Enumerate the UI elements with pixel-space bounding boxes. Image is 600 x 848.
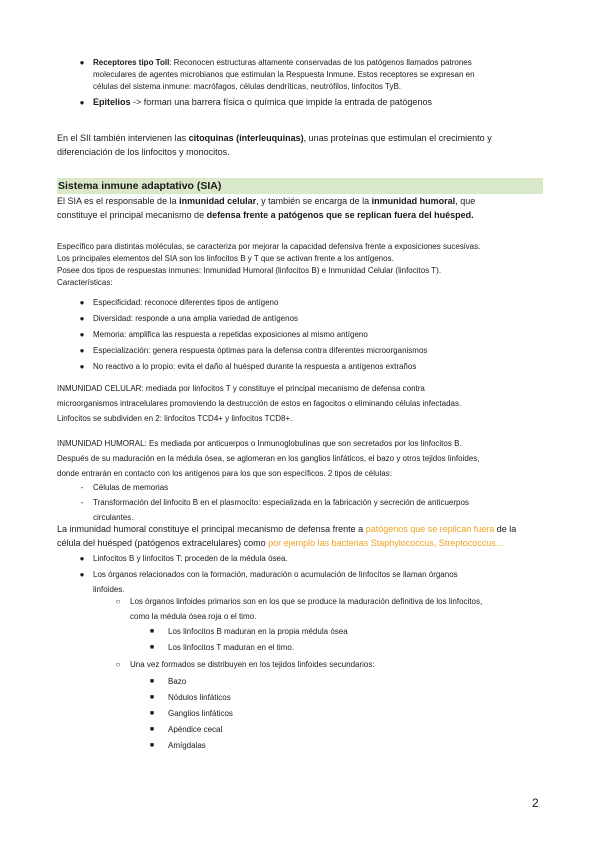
list-item-text: Nódulos linfáticos — [168, 693, 231, 702]
list-item-text: Linfocitos B y linfocitos T: proceden de la médula ósea. — [93, 554, 288, 563]
bullet-icon: ● — [79, 314, 85, 323]
list-item — [57, 482, 543, 494]
text-line: INMUNIDAD HUMORAL: Es mediada por anticuerpos o Inmunoglobulinas que son secretados por los linfocitos B. — [57, 439, 462, 448]
list-item-text: Los órganos linfoides primarios son en los que se produce la maduración definitiva de los linfocitos, — [130, 597, 483, 606]
list-item-text: Diversidad: responde a una amplia variedad de antígenos — [93, 314, 299, 323]
square-bullet-icon: ■ — [149, 644, 155, 651]
list-item — [57, 659, 543, 671]
text-run: , que — [455, 196, 476, 206]
text-run: En el SII también intervienen las — [57, 133, 189, 143]
secondary-organs — [57, 659, 543, 671]
list-item-text: Una vez formados se distribuyen en los tejidos linfoides secundarios: — [130, 660, 375, 669]
bullet-icon: ● — [79, 98, 85, 107]
list-item-text: como la médula ósea roja o el timo. — [130, 612, 257, 621]
cell-types-list — [57, 482, 543, 524]
term-bold: inmunidad humoral — [371, 196, 456, 206]
text-line: Características: — [57, 278, 113, 287]
term-bold: inmunidad celular — [179, 196, 257, 206]
list-item-text: Apéndice cecal — [168, 725, 223, 734]
sia-intro — [57, 195, 543, 222]
list-item-text: No reactivo a lo propio: evita el daño al huésped durante la respuesta a antígenos extraños — [93, 362, 417, 371]
page-number: 2 — [532, 796, 539, 810]
section-title: Sistema inmune adaptativo (SIA) — [58, 180, 222, 192]
list-item — [57, 329, 543, 341]
list-item-text: Ganglios linfáticos — [168, 709, 233, 718]
text-line: : Reconocen estructuras altamente conservadas de los patógenos llamados patrones — [169, 58, 472, 67]
text-line: INMUNIDAD CELULAR: mediada por linfocitos T y constituye el principal mecanismo de defensa contra — [57, 384, 425, 393]
square-bullet-icon: ■ — [149, 710, 155, 717]
circle-icon: ○ — [115, 660, 121, 669]
list-item-text: Células de memorias — [93, 483, 169, 492]
list-item-text: Especificidad: reconoce diferentes tipos de antígeno — [93, 298, 279, 307]
section-header — [57, 178, 543, 194]
text-line: -> forman una barrera física o química que impide la entrada de patógenos — [130, 97, 432, 107]
highlight-text: por ejemplo las bacterias Staphylococcus, Streptococcus… — [268, 537, 505, 548]
list-item — [57, 569, 543, 596]
text-run: constituye el principal mecanismo de — [57, 209, 207, 220]
list-item — [57, 676, 543, 688]
square-bullet-icon: ■ — [149, 742, 155, 749]
text-line: Específico para distintas moléculas, se caracteriza por mejorar la capacidad defensiva frente a exposiciones sucesivas. — [57, 242, 481, 251]
bullet-icon: ● — [79, 362, 85, 371]
text-line: moleculares de agentes microbianos que estimulan la Respuesta Inmune. Estos receptores se expresan en — [93, 70, 475, 79]
list-item — [57, 297, 543, 309]
humoral-principal-paragraph — [57, 523, 543, 550]
sia-description — [57, 241, 543, 289]
text-line: Linfocitos se subdividen en 2: linfocitos TCD4+ y linfocitos TCD8+. — [57, 414, 293, 423]
humoral-paragraph — [57, 438, 543, 480]
square-bullet-icon: ■ — [149, 694, 155, 701]
list-item — [57, 313, 543, 325]
circle-icon: ○ — [115, 597, 121, 606]
list-item — [57, 553, 543, 565]
list-item-text: Bazo — [168, 677, 187, 686]
text-line: células del sistema inmune: macrófagos, células dendríticas, neutrófilos, linfocitos TyB. — [93, 82, 401, 91]
text-line: Posee dos tipos de respuestas inmunes: Inmunidad Humoral (linfocitos B) e Inmunidad Celular (linfocitos T). — [57, 266, 442, 275]
list-item — [57, 345, 543, 357]
list-item — [57, 96, 543, 110]
list-item-text: circulantes. — [93, 513, 134, 522]
characteristics-list — [57, 297, 543, 373]
text-line — [57, 195, 543, 209]
text-line: Los principales elementos del SIA son los linfocitos B y T que se activan frente a los antígenos. — [57, 254, 394, 263]
bullet-icon: ● — [79, 298, 85, 307]
list-item — [57, 692, 543, 704]
bullet-icon: ● — [79, 58, 85, 67]
bullet-icon: ● — [79, 330, 85, 339]
lower-bullet-list — [57, 553, 543, 596]
list-item — [57, 596, 543, 623]
term-bold: Epitelios — [93, 97, 131, 107]
text-line: microorganismos intracelulares promoviendo la destrucción de estos en fagocitos o eliminando células infectadas. — [57, 399, 462, 408]
primary-organs-sublist — [57, 626, 543, 654]
square-bullet-icon: ■ — [149, 726, 155, 733]
term-bold: defensa frente a patógenos que se replican fuera del huésped. — [206, 209, 474, 220]
list-item — [57, 740, 543, 752]
text-line: Después de su maduración en la médula ósea, se aglomeran en los ganglios linfáticos, el bazo y otros tejidos linfoides, — [57, 454, 480, 463]
list-item-text: Transformación del linfocito B en el plasmocito: especializada en la fabricación y secreción de anticuerpos — [93, 498, 469, 507]
list-item — [57, 497, 543, 524]
list-item — [57, 708, 543, 720]
list-item-text: Los linfocitos T maduran en el timo. — [168, 643, 294, 652]
list-item — [57, 642, 543, 654]
list-item-text: linfoides. — [93, 585, 125, 594]
text-run: El SIA es el responsable de la — [57, 196, 180, 206]
text-line: donde entrarán en contacto con los antígenos para los que son específicos. 2 tipos de células: — [57, 469, 392, 478]
square-bullet-icon: ■ — [149, 678, 155, 685]
list-item-text: Los órganos relacionados con la formación, maduración o acumulación de linfocitos se llaman órganos — [93, 570, 458, 579]
highlight-text: patógenos que se replican fuera — [365, 524, 495, 534]
text-line — [57, 537, 543, 551]
list-item-text: Amígdalas — [168, 741, 206, 750]
text-line — [57, 132, 543, 146]
list-item — [57, 57, 543, 93]
celular-paragraph — [57, 383, 543, 425]
text-line — [57, 209, 543, 223]
dash-icon: - — [80, 483, 84, 492]
bullet-icon: ● — [79, 554, 85, 563]
list-item-text: Los linfocitos B maduran en la propia médula ósea — [168, 627, 348, 636]
primary-organs — [57, 596, 543, 623]
list-item — [57, 626, 543, 638]
square-bullet-icon: ■ — [149, 628, 155, 635]
sii-paragraph — [57, 132, 543, 159]
text-run: de la — [494, 524, 517, 534]
bullet-icon: ● — [79, 570, 85, 579]
list-item-text: Especialización: genera respuesta óptimas para la defensa contra diferentes microorganismos — [93, 346, 428, 355]
secondary-organs-sublist — [57, 676, 543, 752]
list-item — [57, 361, 543, 373]
text-run: célula del huésped (patógenos extracelulares) como — [57, 537, 269, 548]
dash-icon: - — [80, 498, 84, 507]
term-bold: citoquinas (interleuquinas) — [188, 133, 304, 143]
term-bold: Receptores tipo Toll — [93, 58, 170, 67]
list-item — [57, 724, 543, 736]
text-run: , y también se encarga de la — [256, 196, 372, 206]
top-bullet-list — [57, 57, 543, 110]
list-item-text — [93, 57, 543, 69]
list-item-text — [93, 96, 543, 110]
text-run: La inmunidad humoral constituye el principal mecanismo de defensa frente a — [57, 524, 366, 534]
list-item-text: Memoria: amplifica las respuesta a repetidas exposiciones al mismo antígeno — [93, 330, 368, 339]
text-run: , unas proteínas que estimulan el crecimiento y — [303, 133, 492, 143]
text-line: diferenciación de los linfocitos y monocitos. — [57, 146, 230, 157]
text-line — [57, 523, 543, 537]
bullet-icon: ● — [79, 346, 85, 355]
